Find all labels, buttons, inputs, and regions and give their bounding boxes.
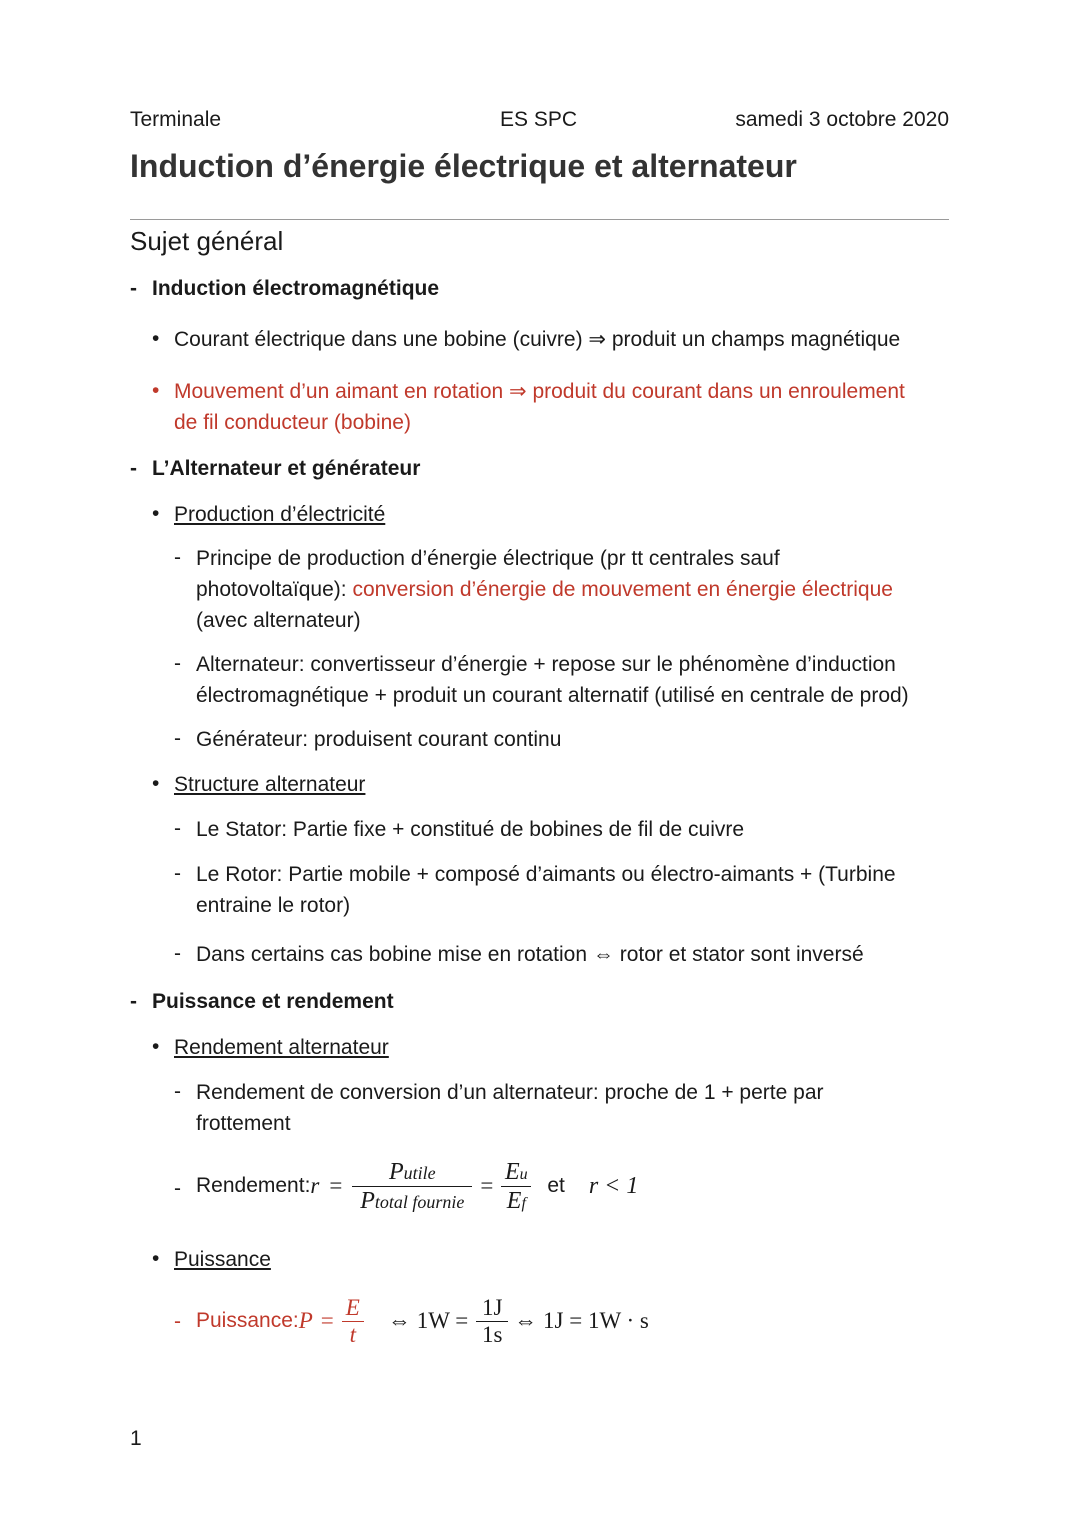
p-symbol: P [389,1158,404,1185]
header-date: samedi 3 octobre 2020 [735,108,949,131]
subscript: f [521,1194,526,1212]
header-left: Terminale [130,108,222,131]
title-divider [130,219,949,220]
subheading: Structure alternateur [174,773,366,796]
dash-marker: - [174,1177,181,1200]
p-symbol: P [360,1187,375,1214]
e-symbol: E [504,1158,520,1185]
dash-marker: - [174,546,181,569]
unit-equivalence [388,1286,649,1356]
list-item-line: de fil conducteur (bobine) [174,411,411,434]
equals-sign: = [480,1173,494,1198]
equivalence-text: ⇔ 1J = 1W · s [514,1308,649,1333]
dash-marker: - [130,457,137,480]
denominator: 1s [476,1321,508,1348]
dash-marker: - [174,1080,181,1103]
section-heading-induction [130,277,439,301]
puissance-formula [196,1286,364,1356]
section-title: L’Alternateur et générateur [152,457,421,480]
formula-symbol: r [310,1173,320,1198]
list-item: Générateur: produisent courant continu [196,728,562,751]
dash-marker: - [174,727,181,750]
dash-marker: - [130,277,137,300]
list-item-line: frottement [196,1112,291,1135]
highlight-text: conversion d’énergie de mouvement en énergie électrique [352,578,893,601]
list-item: Le Stator: Partie fixe + constitué de bobines de fil de cuivre [196,818,745,841]
section-heading-alternateur [130,457,420,481]
formula-label: Puissance: [196,1309,299,1332]
section-title: Induction électromagnétique [152,277,440,300]
list-item-line: Alternateur: convertisseur d’énergie + repose sur le phénomène d’induction [196,653,896,676]
formula-symbol: P [298,1308,313,1333]
denominator: t [342,1321,364,1348]
bullet-marker: • [152,1035,160,1058]
text-run: photovoltaïque): [196,578,353,601]
list-item-line: (avec alternateur) [196,609,361,632]
page-number: 1 [130,1427,142,1450]
subheading: Production d’électricité [174,503,386,526]
subject-heading: Sujet général [130,226,284,256]
list-item-line [196,574,893,605]
numerator: E [345,1294,360,1320]
section-title: Puissance et rendement [152,990,394,1013]
list-item-line: Rendement de conversion d’un alternateur: proche de 1 + perte par [196,1081,824,1104]
bullet-marker: • [152,327,160,350]
dash-marker: - [174,942,181,965]
bullet-marker: • [152,772,160,795]
equals-sign: = [329,1173,343,1198]
dash-marker: - [130,990,137,1013]
dash-marker: - [174,817,181,840]
list-item-line: Mouvement d’un aimant en rotation ⇒ produit du courant dans un enroulement [174,380,905,403]
e-symbol: E [506,1187,522,1214]
list-item: Dans certains cas bobine mise en rotation ⇔ rotor et stator sont inversé [196,943,864,966]
list-item: Courant électrique dans une bobine (cuivre) ⇒ produit un champs magnétique [174,328,901,351]
dash-marker: - [174,1310,181,1333]
fraction-joule [476,1295,508,1348]
bullet-marker: • [152,1247,160,1270]
formula-label: Rendement: [196,1174,311,1197]
fraction-e [501,1158,531,1215]
equivalence-text: ⇔ 1W = [388,1308,469,1333]
dash-marker: - [174,862,181,885]
subheading: Rendement alternateur [174,1036,389,1059]
list-item-line: Principe de production d’énergie électrique (pr tt centrales sauf [196,547,780,570]
conjunction: et [547,1174,565,1197]
bullet-marker: • [152,502,160,525]
subscript: u [519,1165,528,1183]
subheading: Puissance [174,1248,271,1271]
fraction-et [342,1295,364,1348]
bullet-marker: • [152,379,160,402]
list-item-line: entraine le rotor) [196,894,351,917]
inequality: r < 1 [588,1172,639,1199]
fraction-p [352,1158,472,1215]
subscript: utile [403,1162,436,1183]
equals-sign: = [320,1308,334,1333]
subscript: total fournie [374,1191,465,1212]
rendement-formula [196,1150,638,1222]
dash-marker: - [174,652,181,675]
numerator: 1J [482,1294,503,1320]
header-center: ES SPC [500,108,578,131]
list-item-line: électromagnétique + produit un courant alternatif (utilisé en centrale de prod) [196,684,909,707]
list-item-line: Le Rotor: Partie mobile + composé d’aimants ou électro-aimants + (Turbine [196,863,896,886]
section-heading-puissance [130,990,394,1014]
page-title: Induction d’énergie électrique et alternateur [130,148,797,184]
